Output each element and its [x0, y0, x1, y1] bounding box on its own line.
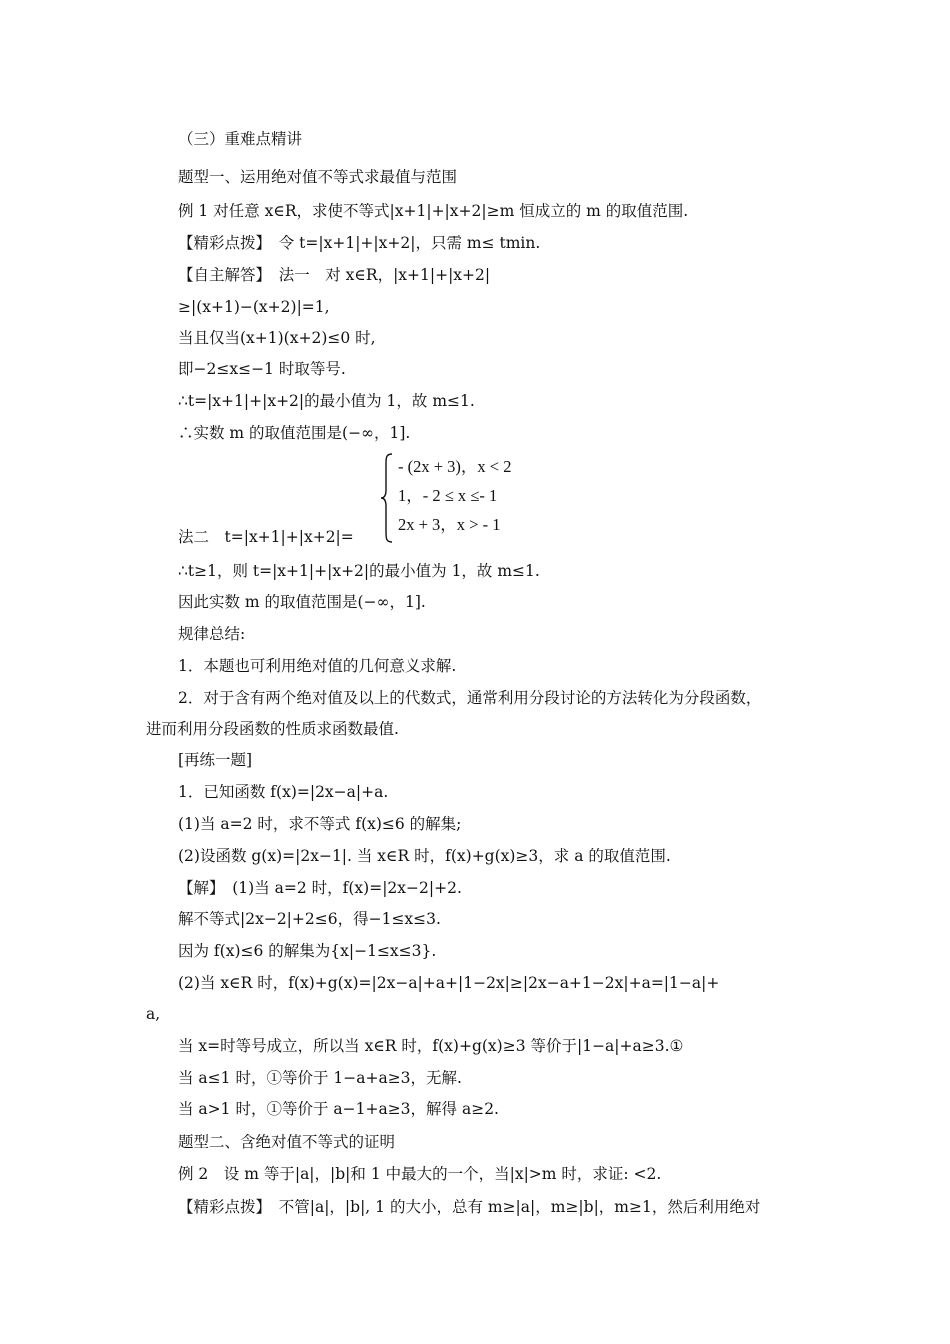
method-2-line: 因此实数 m 的取值范围是(−∞，1].	[178, 593, 426, 611]
summary-heading: 规律总结:	[178, 625, 246, 643]
practice-problem: 1．已知函数 f(x)=|2x−a|+a.	[178, 783, 389, 801]
summary-item-2: 2．对于含有两个绝对值及以上的代数式，通常利用分段讨论的方法转化为分段函数，	[178, 689, 762, 707]
solution-1-line: ≥|(x+1)−(x+2)|=1,	[178, 298, 330, 316]
hint-2: 【精彩点拨】 不管|a|，|b|, 1 的大小，总有 m≥|a|，m≥|b|，m≥1，然后利用绝对	[178, 1198, 761, 1216]
practice-heading: [再练一题]	[178, 751, 253, 769]
heading-topic-2: 题型二、含绝对值不等式的证明	[178, 1133, 396, 1151]
method-2-label: 法二 t=|x+1|+|x+2|=	[178, 528, 354, 546]
piecewise-case-2: 1，- 2 ≤ x ≤- 1	[398, 486, 498, 505]
left-brace	[380, 452, 394, 544]
piecewise-case-3: 2x + 3，x > - 1	[398, 515, 501, 534]
solution-1-start: 【自主解答】 法一 对 x∈R，|x+1|+|x+2|	[178, 266, 491, 284]
method-2-line: ∴t≥1，则 t=|x+1|+|x+2|的最小值为 1，故 m≤1.	[178, 562, 540, 580]
practice-solution-line: 当 a>1 时，①等价于 a−1+a≥3，解得 a≥2.	[178, 1100, 499, 1118]
practice-part-1: (1)当 a=2 时，求不等式 f(x)≤6 的解集;	[178, 815, 462, 833]
piecewise-function	[380, 452, 560, 544]
solution-1-line: 当且仅当(x+1)(x+2)≤0 时,	[178, 329, 376, 347]
practice-solution-line: 因为 f(x)≤6 的解集为{x|−1≤x≤3}.	[178, 942, 437, 960]
heading-section: （三）重难点精讲	[178, 130, 303, 148]
hint-1: 【精彩点拨】 令 t=|x+1|+|x+2|，只需 m≤ tmin.	[178, 234, 541, 252]
example-1: 例 1 对任意 x∈R，求使不等式|x+1|+|x+2|≥m 恒成立的 m 的取值范围.	[178, 202, 689, 220]
practice-solution-line: (2)当 x∈R 时，f(x)+g(x)=|2x−a|+a+|1−2x|≥|2x−a+1−2x|+a=|1−a|+	[178, 974, 720, 992]
solution-1-line: ∴实数 m 的取值范围是(−∞，1].	[178, 424, 411, 442]
practice-solution-line: 当 a≤1 时，①等价于 1−a+a≥3，无解.	[178, 1069, 462, 1087]
solution-1-line: 即−2≤x≤−1 时取等号.	[178, 360, 346, 378]
solution-1-line: ∴t=|x+1|+|x+2|的最小值为 1，故 m≤1.	[178, 392, 475, 410]
example-2: 例 2 设 m 等于|a|，|b|和 1 中最大的一个，当|x|>m 时，求证: <2.	[178, 1165, 662, 1183]
summary-item-1: 1．本题也可利用绝对值的几何意义求解.	[178, 657, 457, 675]
practice-solution-cont: a,	[146, 1005, 161, 1023]
practice-part-2: (2)设函数 g(x)=|2x−1|. 当 x∈R 时，f(x)+g(x)≥3，求 a 的取值范围.	[178, 847, 671, 865]
practice-solution-line: 解不等式|2x−2|+2≤6，得−1≤x≤3.	[178, 910, 441, 928]
practice-solution: 【解】 (1)当 a=2 时，f(x)=|2x−2|+2.	[178, 879, 462, 897]
practice-solution-line: 当 x=时等号成立，所以当 x∈R 时，f(x)+g(x)≥3 等价于|1−a|+a≥3.①	[178, 1037, 684, 1055]
piecewise-case-1: - (2x + 3)，x < 2	[398, 457, 512, 476]
summary-item-2-cont: 进而利用分段函数的性质求函数最值.	[146, 720, 399, 738]
heading-topic-1: 题型一、运用绝对值不等式求最值与范围	[178, 168, 458, 186]
